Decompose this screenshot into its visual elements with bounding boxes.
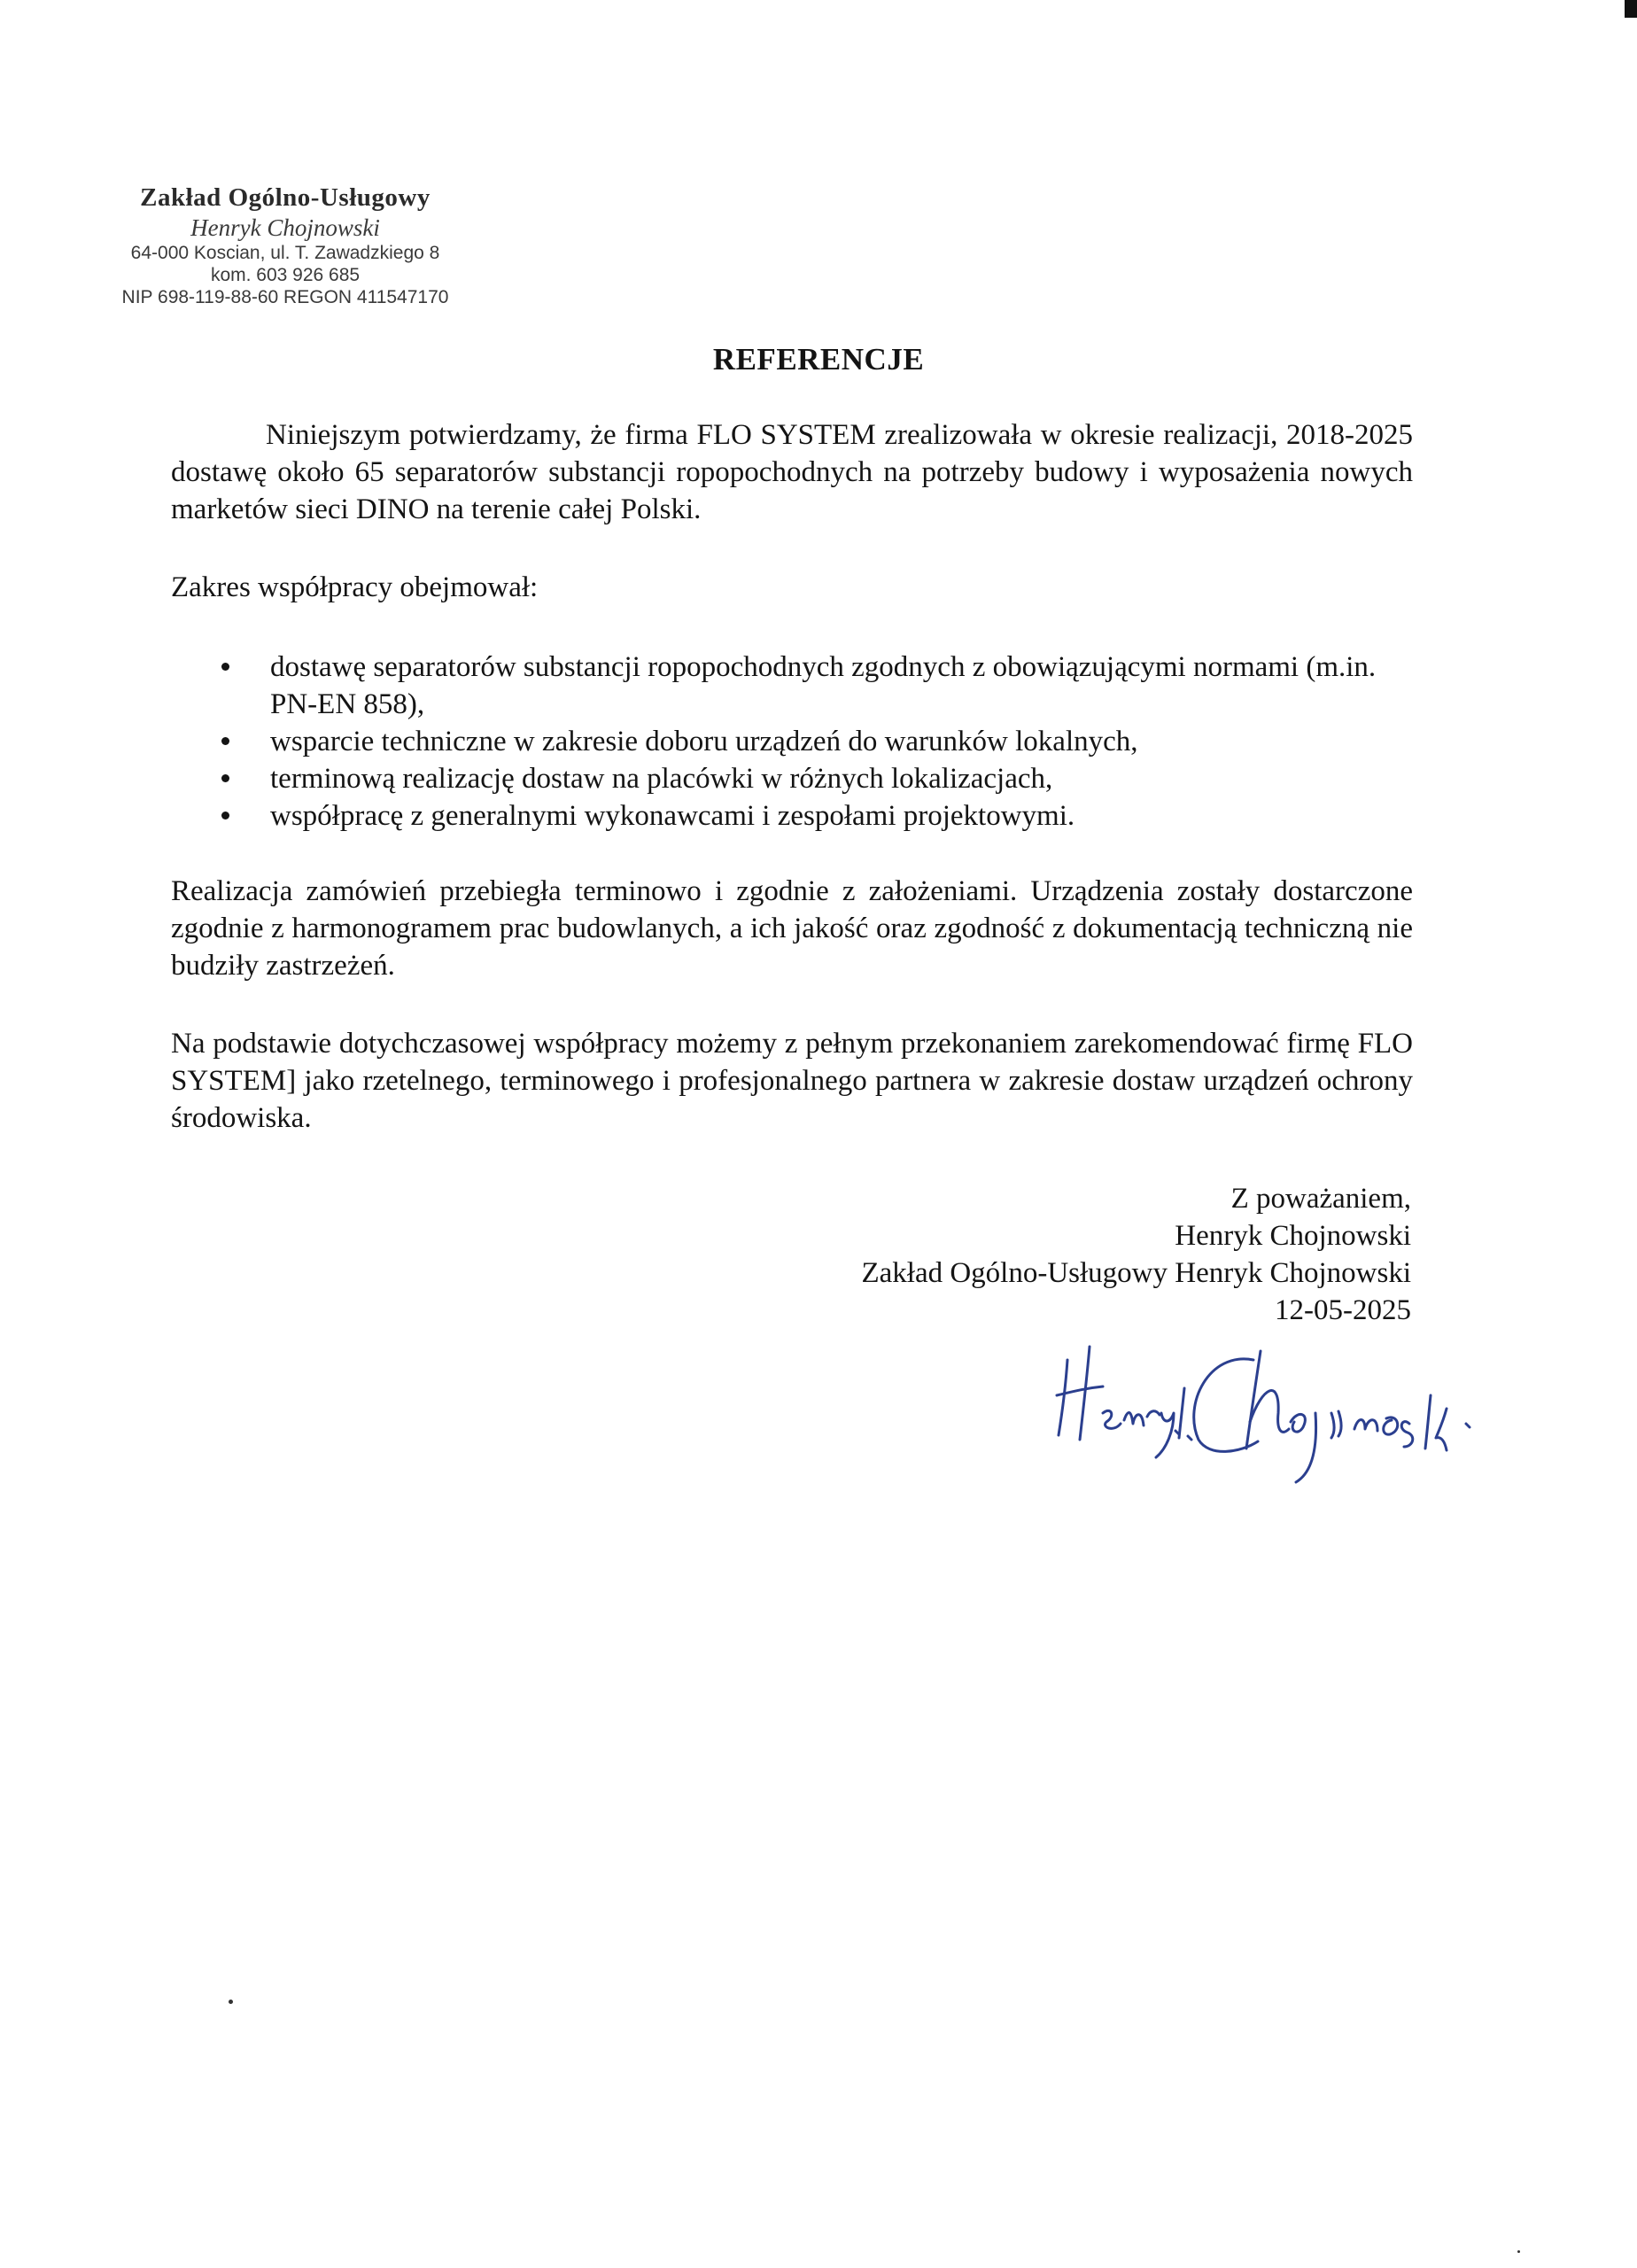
scan-speck (1517, 2250, 1520, 2253)
scan-corner-mark (1625, 0, 1637, 18)
company-stamp (99, 182, 471, 308)
closing-date: 12-05-2025 (1275, 1294, 1411, 1326)
closing-company: Zakład Ogólno-Usługowy Henryk Chojnowski (861, 1257, 1411, 1289)
document-title: REFERENCJE (712, 342, 925, 377)
scope-heading: Zakres współpracy obejmował: (171, 571, 539, 603)
recommendation-paragraph: Na podstawie dotychczasowej współpracy możemy z pełnym przekonaniem zarekomendować firmę FLO SYSTEM] jako rzetelnego, terminowego i profesjonalnego partnera w zakresie dostaw urządzeń ochrony środowiska. (171, 1028, 1413, 1134)
intro-paragraph: Niniejszym potwierdzamy, że firma FLO SYSTEM zrealizowała w okresie realizacji, 2018-2025 dostawę około 65 separatorów substancji ropopochodnych na potrzeby budowy i wyposażenia nowych marketów sieci DINO na terenie całej Polski. (171, 419, 1413, 525)
closing-block (861, 1180, 1411, 1329)
list-item: terminową realizację dostaw na placówki w różnych lokalizacjach, (221, 760, 1417, 797)
handwritten-signature (1050, 1324, 1510, 1488)
list-item: wsparcie techniczne w zakresie doboru urządzeń do warunków lokalnych, (221, 723, 1417, 760)
stamp-person-name: Henryk Chojnowski (190, 214, 380, 241)
stamp-address: 64-000 Koscian, ul. T. Zawadzkiego 8 (130, 243, 440, 263)
summary-paragraph: Realizacja zamówień przebiegła terminowo i zgodnie z założeniami. Urządzenia zostały dostarczone zgodnie z harmonogramem prac budowlanych, a ich jakość oraz zgodność z dokumentacją techniczną nie budziły zastrzeżeń. (171, 875, 1413, 982)
stamp-tax-ids: NIP 698-119-88-60 REGON 411547170 (121, 287, 449, 307)
list-item: dostawę separatorów substancji ropopochodnych zgodnych z obowiązującymi normami (m.in. PN-EN 858), (221, 649, 1417, 723)
scope-list (221, 649, 1417, 835)
stamp-company-name: Zakład Ogólno-Usługowy (140, 183, 431, 212)
closing-name: Henryk Chojnowski (1175, 1220, 1411, 1252)
list-item: współpracę z generalnymi wykonawcami i zespołami projektowymi. (221, 797, 1417, 835)
scan-speck (229, 2000, 233, 2004)
closing-greeting: Z poważaniem, (1230, 1183, 1411, 1215)
stamp-phone: kom. 603 926 685 (210, 265, 361, 285)
